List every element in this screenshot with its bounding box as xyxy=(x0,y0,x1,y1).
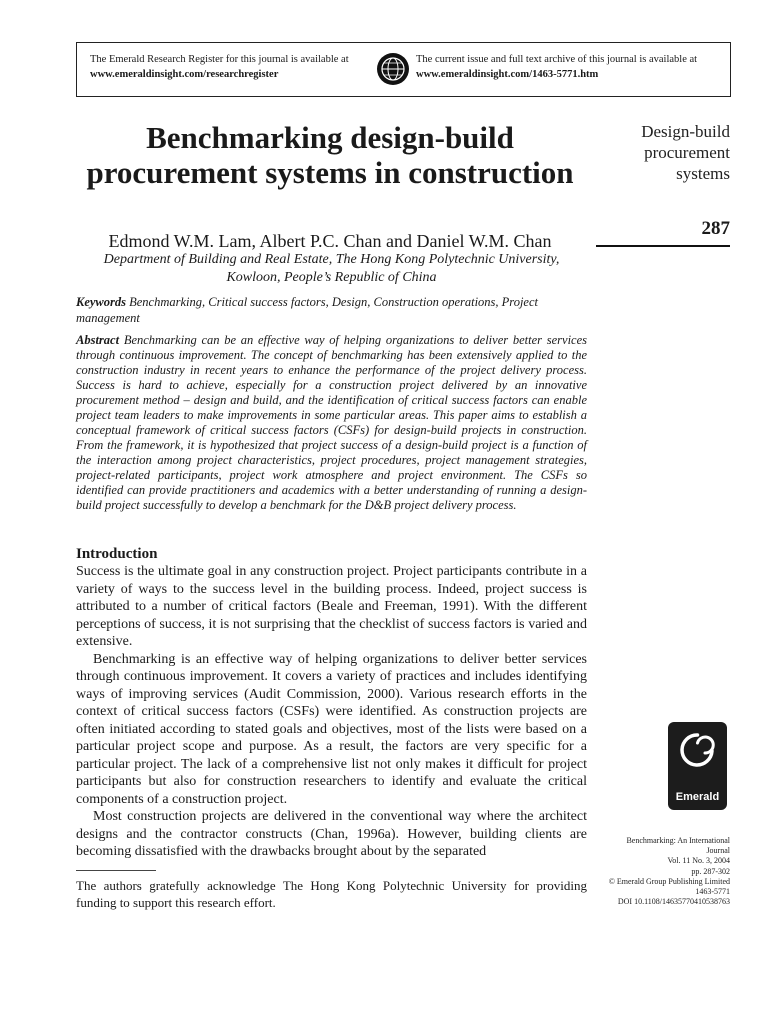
page-number: 287 xyxy=(701,218,730,239)
body-paragraph: Success is the ultimate goal in any construction project. Project participants contribute in a variety of ways to the success level in the building process. Indeed, project success is attributed to a number of critical factors (Beale and Freeman, 1991). With the different perceptions of success, it is not surprising that the checklist of success factors is varied and extensive. xyxy=(76,564,587,649)
abstract-label: Abstract xyxy=(76,333,120,347)
research-register-text: The Emerald Research Register for this journal is available at xyxy=(90,54,349,65)
full-text-archive-text: The current issue and full text archive of this journal is available at xyxy=(416,54,698,65)
emerald-logo xyxy=(668,722,727,810)
journal-doi: DOI 10.1108/14635770410538763 xyxy=(617,897,730,907)
introduction-body xyxy=(76,563,587,861)
journal-pages: pp. 287-302 xyxy=(691,866,730,876)
full-text-archive-notice xyxy=(416,52,697,82)
keywords-section xyxy=(76,294,587,326)
keywords-label: Keywords xyxy=(76,295,126,309)
emerald-logo-label: Emerald xyxy=(675,791,720,803)
author-affiliation: Department of Building and Real Estate, The Hong Kong Polytechnic University, Kowloon, People’s Republic of China xyxy=(103,252,560,285)
journal-header-box xyxy=(76,42,731,97)
journal-name: Benchmarking: An International xyxy=(626,836,730,845)
journal-citation xyxy=(585,836,730,907)
article-title: Benchmarking design-build procurement systems in construction xyxy=(86,120,574,190)
acknowledgement-footnote: The authors gratefully acknowledge The Hong Kong Polytechnic University for providing funding to support this research effort. xyxy=(76,878,587,910)
abstract-section xyxy=(76,333,587,513)
sidebar-rule xyxy=(596,245,730,247)
keywords-text: Benchmarking, Critical success factors, Design, Construction operations, Project management xyxy=(76,295,538,325)
journal-copyright: © Emerald Group Publishing Limited xyxy=(608,876,730,886)
journal-volume: Vol. 11 No. 3, 2004 xyxy=(667,856,730,866)
footnote-divider xyxy=(76,870,156,871)
journal-name-cont: Journal xyxy=(706,846,730,856)
body-paragraph: Most construction projects are delivered in the conventional way where the architect designs and the contractor constructs (Chan, 1996a). However, building clients are becoming dissatisfied with the drawbacks brought about by the separated xyxy=(76,809,587,859)
research-register-notice xyxy=(90,52,349,82)
full-text-archive-link[interactable]: www.emeraldinsight.com/1463-5771.htm xyxy=(416,69,599,80)
running-title: Design-build procurement systems xyxy=(641,122,730,183)
globe-icon xyxy=(376,52,410,86)
journal-issn: 1463-5771 xyxy=(695,887,730,897)
introduction-heading: Introduction xyxy=(76,546,158,562)
abstract-text: Benchmarking can be an effective way of helping organizations to deliver better services through continuous improvement. The concept of benchmarking has been extensively applied to the construction industry in recent years to enhance the performance of the project delivery process. Success is hard to achieve, especially for a construction project delivered by an innovative procurement method – design and build, and the identification of critical success factors can enable project team leaders to make improvements in some particular areas. This paper aims to establish a conceptual framework of critical success factors (CSFs) for design-build projects in construction. From the framework, it is hypothesized that project success of a design-build project is a function of the interaction among project characteristics, project procedures, project management strategies, project-related participants, project work atmosphere and project environment. The CSFs so identified can provide practitioners and academics with a better understanding of running a design-build project successfully to develop a benchmark for the D&B project delivery process. xyxy=(76,333,588,512)
emerald-logo-icon xyxy=(677,729,718,779)
body-paragraph: Benchmarking is an effective way of helping organizations to deliver better services through continuous improvement. It covers a variety of practices and includes identifying ways of improving services (Audit Commission, 2000). Various research efforts in the context of critical success factors (CSFs) were identified. As construction projects are often initiated according to stated goals and objectives, most of the lists were based on a particular project scope and purpose. As a result, the factors are very specific for a particular project. The lack of a comprehensive list not only makes it difficult for project participants but also for construction researchers to identify and evaluate the critical components of a construction project. xyxy=(76,651,587,807)
research-register-link[interactable]: www.emeraldinsight.com/researchregister xyxy=(90,69,279,80)
article-authors: Edmond W.M. Lam, Albert P.C. Chan and Daniel W.M. Chan xyxy=(108,231,552,251)
